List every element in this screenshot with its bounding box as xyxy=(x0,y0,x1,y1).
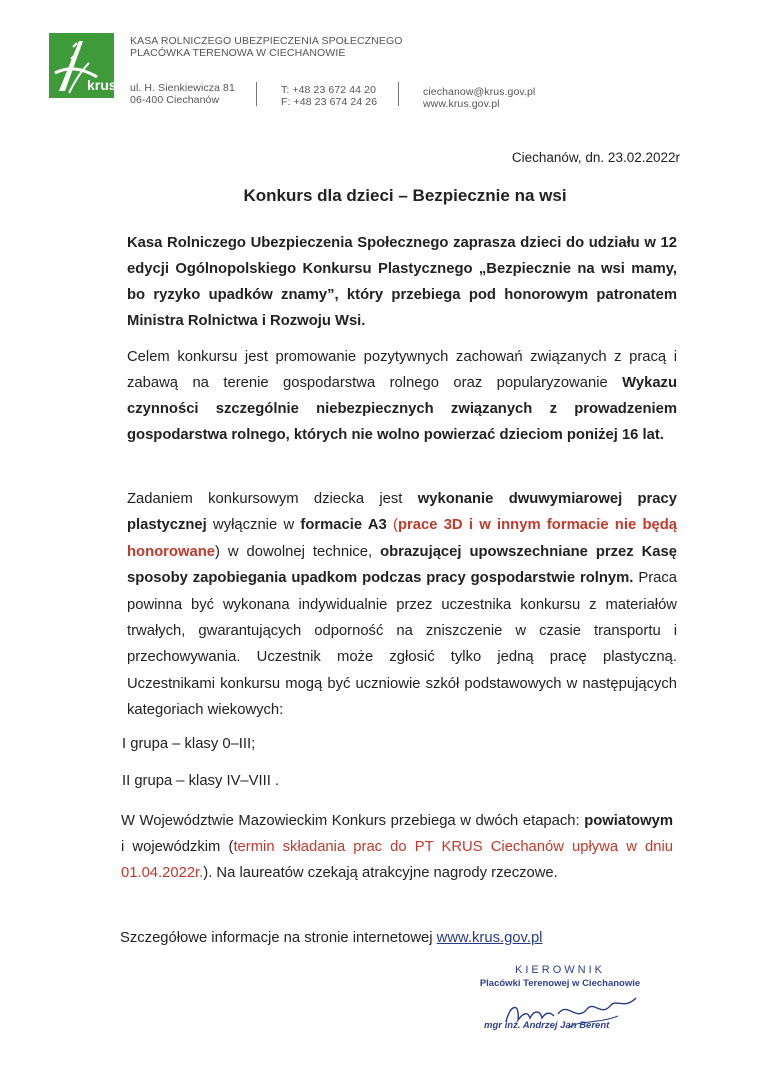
goal-text-bold: Wykazu czynności szczególnie niebezpiecznych związanych z prowadzeniem gospodarstwa rolnego, których nie wolno powierzać dzieciom poniżej 16 lat. xyxy=(127,375,677,443)
stages-text: i wojewódzkim ( xyxy=(121,839,234,855)
signature-title: KIEROWNIK xyxy=(515,964,605,976)
website[interactable]: www.krus.gov.pl xyxy=(423,98,500,110)
document-title: Konkurs dla dzieci – Bezpiecznie na wsi xyxy=(243,186,567,205)
task-text: Zadaniem konkursowym dziecka jest xyxy=(127,491,418,507)
group-1: I grupa – klasy 0–III; xyxy=(122,736,256,752)
stage-county: powiatowym xyxy=(584,813,673,829)
address-line1: ul. H. Sienkiewicza 81 xyxy=(130,82,235,94)
task-text: wyłącznie w xyxy=(206,517,301,534)
group-2: II grupa – klasy IV–VIII . xyxy=(122,773,280,789)
task-text: Praca powinna być wykonana indywidualnie przez uczestnika konkursu z materiałów trwałych, gwarantujących odporność na zniszczenie w czasie transportu i przechowywania. Uczestnik może zgłosić tylko jedną pracę plastyczną. Uczestnikami konkursu mogą być uczniowie szkół podstawowych w następujących kategoriach wiekowych: xyxy=(127,570,677,719)
phone: T: +48 23 672 44 20 xyxy=(281,84,377,96)
header-divider xyxy=(398,82,399,106)
contact-web-block xyxy=(423,86,535,110)
contact-phone-block xyxy=(281,84,377,108)
krus-website-link[interactable]: www.krus.gov.pl xyxy=(436,930,543,946)
krus-logo xyxy=(49,33,114,98)
signature-stamp xyxy=(470,964,650,989)
info-text: Szczegółowe informacje na stronie internetowej xyxy=(120,930,437,946)
paragraph-info xyxy=(120,930,542,946)
logo-text: krus xyxy=(87,77,114,93)
fax: F: +48 23 674 24 26 xyxy=(281,96,378,108)
document-date: Ciechanów, dn. 23.02.2022r xyxy=(511,150,680,165)
task-text: ) w dowolnej technice, xyxy=(214,543,381,560)
krus-logo-icon xyxy=(49,33,114,98)
org-line1: KASA ROLNICZEGO UBEZPIECZENIA SPOŁECZNEGO xyxy=(130,35,403,47)
deadline-text: termin składania prac do PT KRUS Ciechanów upływa w dniu 01.04.2022r. xyxy=(121,839,673,881)
format-warning: prace 3D i w innym formacie nie będą honorowane xyxy=(127,517,677,560)
paragraph-task xyxy=(127,486,677,724)
org-name xyxy=(130,35,403,59)
format-a3: formacie A3 xyxy=(300,517,387,534)
task-text-bold: wykonanie dwuwymiarowej pracy plastycznej xyxy=(127,491,677,534)
task-text: ( xyxy=(386,517,398,534)
stages-text: ). Na laureatów czekają atrakcyjne nagrody rzeczowe. xyxy=(203,865,558,881)
org-line2: PLACÓWKA TERENOWA W CIECHANOWIE xyxy=(130,47,346,59)
intro-text: Kasa Rolniczego Ubezpieczenia Społecznego zaprasza dzieci do udziału w 12 edycji Ogólnopolskiego Konkursu Plastycznego „Bezpiecznie na wsi mamy, bo ryzyko upadków znamy”, który przebiega pod honorowym patronatem Ministra Rolnictwa i Rozwoju Wsi. xyxy=(127,235,677,329)
paragraph-intro xyxy=(127,230,677,334)
address-line2: 06-400 Ciechanów xyxy=(130,94,220,106)
paragraph-goal xyxy=(127,344,677,448)
stages-text: W Województwie Mazowieckim Konkurs przebiega w dwóch etapach: xyxy=(121,813,585,829)
paragraph-stages xyxy=(121,808,673,886)
email[interactable]: ciechanow@krus.gov.pl xyxy=(423,86,536,98)
address-block xyxy=(130,82,235,106)
header-divider xyxy=(256,82,257,106)
task-text-bold: obrazującej upowszechniane przez Kasę sposoby zapobiegania upadkom podczas pracy gospodarstwie rolnym. xyxy=(127,543,677,587)
signature-name: mgr inż. Andrzej Jan Berent xyxy=(484,1020,610,1031)
signature-subtitle: Placówki Terenowej w Ciechanowie xyxy=(479,978,641,989)
goal-text: Celem konkursu jest promowanie pozytywnych zachowań związanych z pracą i zabawą na terenie gospodarstwa rolnego oraz popularyzowanie xyxy=(127,349,677,391)
